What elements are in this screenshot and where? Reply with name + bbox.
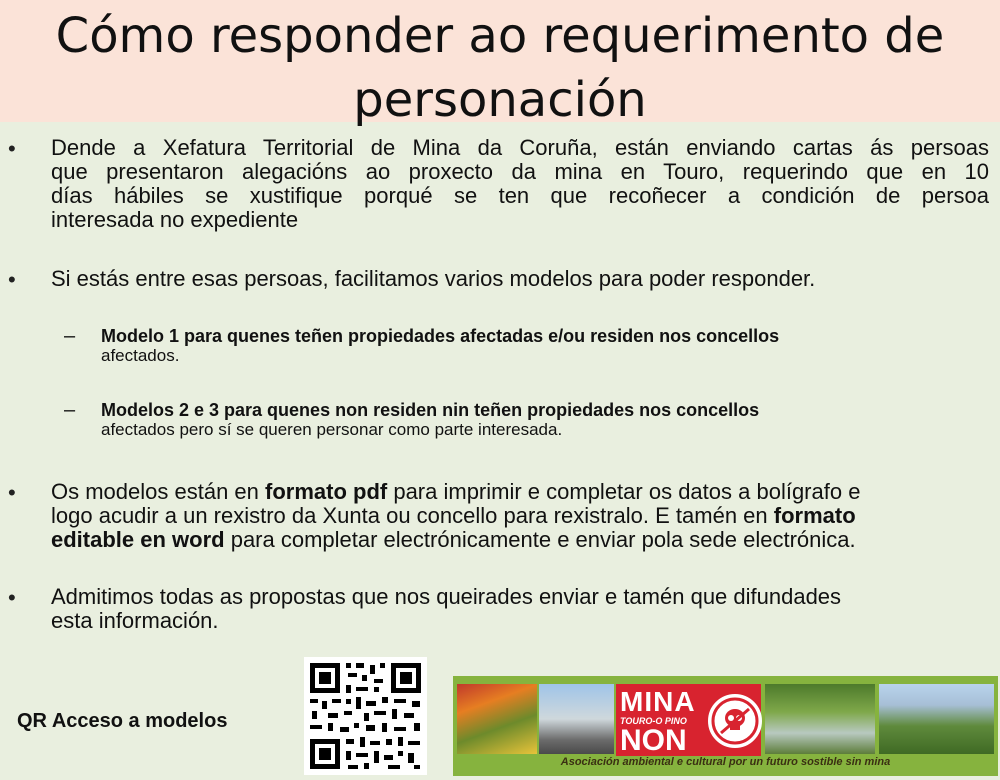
subitem-heading: Modelo 1 para quenes teñen propiedades afectadas e/ou residen nos concellos [101, 326, 780, 346]
bullet-icon: • [8, 136, 16, 161]
photo-vegetables [457, 684, 537, 754]
emphasis-pdf: formato pdf [265, 479, 388, 504]
title-banner [0, 0, 1000, 128]
paragraph-formato [51, 480, 989, 552]
emphasis-word: editable en word [51, 527, 225, 552]
text-run: para completar electrónicamente e enviar pola sede electrónica. [224, 527, 856, 552]
association-banner[interactable] [453, 676, 998, 776]
paragraph-line [51, 480, 989, 504]
text-run: logo acudir a un rexistro da Xunta ou concello para rexistralo. E tamén en [51, 503, 774, 528]
qr-label: QR Acceso a modelos [17, 710, 228, 732]
photo-protest [539, 684, 614, 754]
paragraph-line [51, 528, 989, 552]
subitem-text: afectados pero sí se queren personar como parte interesada. [101, 420, 563, 439]
photo-river [765, 684, 875, 754]
mina-non-logo [616, 684, 761, 756]
dash-icon: – [64, 399, 76, 421]
subitem-text: afectados. [101, 346, 180, 365]
qr-code-icon [304, 657, 427, 775]
title-line-1: Cómo responder ao requerimento de [55, 8, 945, 64]
paragraph-line: esta información. [51, 608, 219, 633]
bullet-icon: • [8, 480, 16, 505]
subitem-modelo-1 [101, 326, 961, 366]
text-run: Os modelos están en [51, 479, 266, 504]
logo-text-place: TOURO-O PINO [620, 716, 687, 726]
skull-icon [708, 694, 762, 748]
paragraph-xefatura [51, 136, 989, 232]
paragraph-admitimos [51, 585, 989, 633]
paragraph-line: que presentaron alegacións ao proxecto da mina en Touro, requerindo que en 10 [51, 159, 989, 184]
dash-icon: – [64, 325, 76, 347]
text-run: para imprimir e completar os datos a bolígrafo e [387, 479, 861, 504]
paragraph-line: Admitimos todas as propostas que nos queirades enviar e tamén que difundades [51, 584, 842, 609]
bullet-icon: • [8, 585, 16, 610]
subitem-modelos-2-3 [101, 400, 961, 440]
paragraph-line: Dende a Xefatura Territorial de Mina da Coruña, están enviando cartas ás persoas [51, 135, 989, 160]
association-tagline: Asociación ambiental e cultural por un futuro sostible sin mina [560, 756, 891, 768]
page-title [0, 4, 1000, 132]
paragraph-modelos-intro: Si estás entre esas persoas, facilitamos varios modelos para poder responder. [51, 266, 816, 291]
bullet-icon: • [8, 267, 16, 292]
paragraph-line: interesada no expediente [51, 207, 299, 232]
qr-code[interactable] [304, 657, 427, 775]
emphasis-formato: formato [773, 503, 856, 528]
photo-landscape [879, 684, 994, 754]
paragraph-line: días hábiles se xustifique porqué se ten que recoñecer a condición de persoa [51, 183, 989, 208]
subitem-heading: Modelos 2 e 3 para quenes non residen nin teñen propiedades nos concellos [101, 400, 760, 420]
logo-text-mina: MINA [620, 686, 696, 717]
paragraph-line [51, 504, 989, 528]
title-line-2: personación [353, 72, 647, 128]
logo-text-non: NON [620, 724, 687, 757]
